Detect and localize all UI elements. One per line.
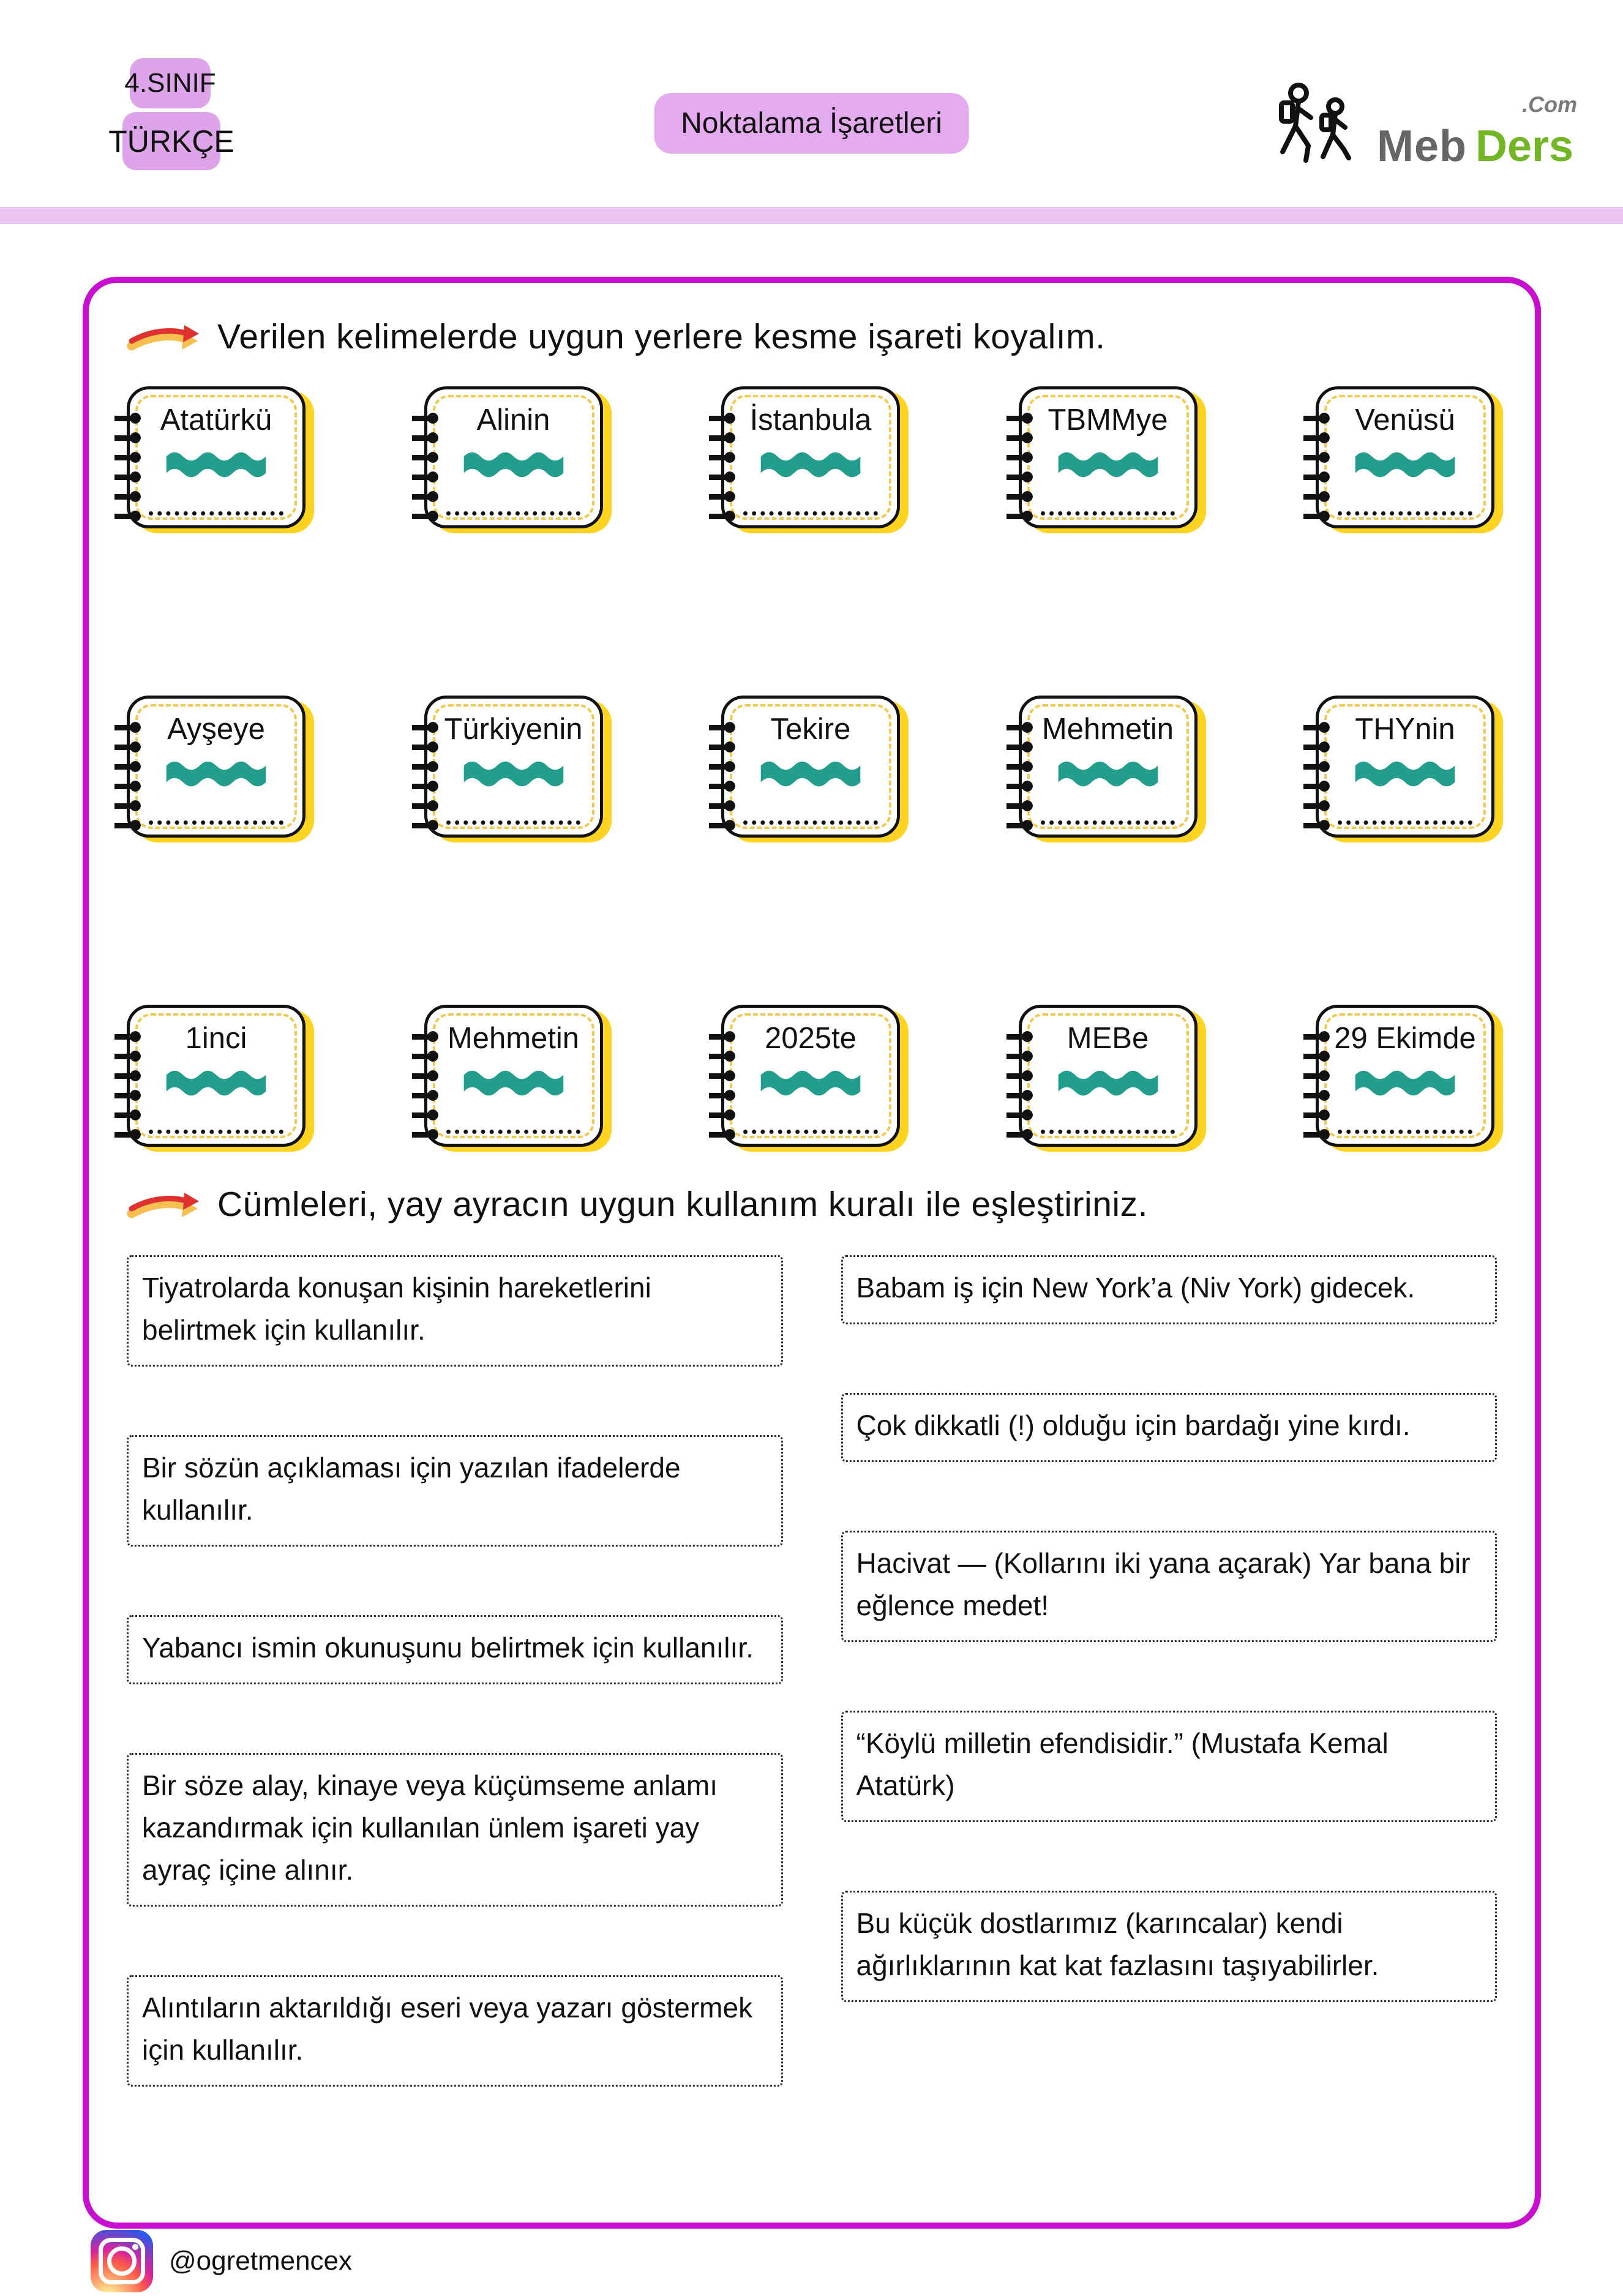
card-body	[424, 1005, 603, 1147]
word-card	[127, 696, 308, 839]
card-body	[721, 696, 900, 838]
sentences-column	[841, 1255, 1497, 2087]
teal-wave-scribble-icon	[759, 756, 862, 793]
card-dotted-line	[1338, 511, 1472, 516]
card-body	[1316, 386, 1494, 528]
logo-com: .Com	[1522, 92, 1578, 117]
card-dotted-line	[446, 511, 581, 516]
teal-wave-scribble-icon	[1354, 447, 1456, 484]
curved-arrow-icon	[127, 1184, 201, 1225]
card-body	[1019, 1005, 1198, 1147]
card-word: Mehmetin	[447, 1022, 580, 1055]
spiral-binding-icon	[709, 412, 736, 521]
card-dotted-line	[149, 820, 283, 825]
card-dotted-line	[149, 1130, 283, 1134]
card-body	[1019, 696, 1198, 838]
rules-column	[127, 1255, 783, 2087]
word-card	[1316, 1005, 1497, 1149]
spiral-binding-icon	[1303, 412, 1330, 521]
subject-badge: TÜRKÇE	[122, 112, 220, 170]
spiral-binding-icon	[412, 1030, 439, 1139]
word-card	[721, 696, 902, 839]
sentence-box: Babam iş için New York’a (Niv York) gidecek.	[841, 1255, 1497, 1324]
spiral-binding-icon	[709, 721, 736, 830]
card-word: MEBe	[1066, 1022, 1149, 1055]
section2-header	[127, 1184, 1497, 1225]
teal-wave-scribble-icon	[462, 1065, 565, 1102]
teal-wave-scribble-icon	[759, 1065, 862, 1102]
card-word: Atatürkü	[160, 403, 272, 437]
teal-wave-scribble-icon	[1354, 756, 1456, 793]
teal-wave-scribble-icon	[462, 756, 565, 793]
word-card	[424, 1005, 605, 1149]
instagram-handle: @ogretmencex	[169, 2246, 353, 2276]
teal-wave-scribble-icon	[1057, 756, 1160, 793]
sentence-box: Hacivat — (Kollarını iki yana açarak) Yar bana bir eğlence medet!	[841, 1531, 1497, 1642]
card-word: TBMMye	[1048, 403, 1168, 437]
word-card	[1316, 696, 1497, 839]
card-body	[1316, 1005, 1494, 1147]
card-dotted-line	[743, 820, 878, 825]
card-dotted-line	[1041, 511, 1175, 516]
card-dotted-line	[446, 1130, 581, 1134]
rule-box: Yabancı ismin okunuşunu belirtmek için kullanılır.	[127, 1615, 783, 1684]
teal-wave-scribble-icon	[165, 447, 268, 484]
sentence-box: “Köylü milletin efendisidir.” (Mustafa Kemal Atatürk)	[841, 1711, 1497, 1822]
word-card	[1019, 1005, 1200, 1149]
worksheet-frame	[83, 277, 1541, 2229]
card-word: 1inci	[185, 1022, 247, 1055]
card-body	[1316, 696, 1494, 838]
logo-meb: Meb	[1377, 122, 1467, 171]
card-body	[721, 386, 900, 528]
word-card	[127, 386, 308, 530]
section2-instruction: Cümleleri, yay ayracın uygun kullanım kuralı ile eşleştiriniz.	[217, 1185, 1148, 1224]
card-body	[1019, 386, 1198, 528]
teal-wave-scribble-icon	[165, 756, 268, 793]
grade-badge: 4.SINIF	[130, 58, 211, 108]
mebders-logo	[1270, 80, 1578, 171]
spiral-binding-icon	[114, 412, 141, 521]
teal-wave-scribble-icon	[462, 447, 565, 484]
teal-wave-scribble-icon	[759, 447, 862, 484]
spiral-binding-icon	[114, 1030, 141, 1139]
spiral-binding-icon	[709, 1030, 736, 1139]
word-card	[721, 386, 902, 530]
card-dotted-line	[1041, 820, 1175, 825]
word-card	[1316, 386, 1497, 530]
card-body	[424, 386, 603, 528]
card-word: 2025te	[765, 1022, 856, 1055]
spiral-binding-icon	[412, 721, 439, 830]
spiral-binding-icon	[1006, 1030, 1033, 1139]
footer	[91, 2230, 352, 2292]
card-word: 29 Ekimde	[1334, 1022, 1476, 1055]
card-dotted-line	[743, 511, 878, 516]
spiral-binding-icon	[114, 721, 141, 830]
section1-instruction: Verilen kelimelerde uygun yerlere kesme işareti koyalım.	[217, 317, 1106, 356]
sentence-box: Çok dikkatli (!) olduğu için bardağı yine kırdı.	[841, 1393, 1497, 1462]
logo-ders: Ders	[1475, 122, 1574, 171]
card-word: Ayşeye	[167, 713, 265, 746]
teal-wave-scribble-icon	[1354, 1065, 1456, 1102]
card-word: Mehmetin	[1041, 713, 1174, 746]
matching-grid	[127, 1255, 1497, 2087]
spiral-binding-icon	[1006, 721, 1033, 830]
curved-arrow-icon	[127, 317, 201, 357]
word-card	[127, 1005, 308, 1149]
card-word: Tekire	[770, 713, 851, 746]
word-card	[1019, 696, 1200, 839]
rule-box: Tiyatrolarda konuşan kişinin hareketlerini belirtmek için kullanılır.	[127, 1255, 783, 1367]
card-word: Alinin	[476, 403, 550, 437]
card-word: THYnin	[1355, 713, 1455, 746]
teal-wave-scribble-icon	[165, 1065, 268, 1102]
header-divider-bar	[0, 207, 1623, 224]
word-card	[1019, 386, 1200, 530]
card-body	[424, 696, 603, 838]
card-dotted-line	[743, 1130, 878, 1134]
logo-text	[1377, 92, 1578, 171]
teal-wave-scribble-icon	[1057, 447, 1160, 484]
page-title: Noktalama İşaretleri	[654, 93, 969, 154]
card-body	[127, 386, 305, 528]
spiral-binding-icon	[412, 412, 439, 521]
word-card	[721, 1005, 902, 1149]
card-word: Türkiyenin	[444, 713, 583, 746]
word-card	[424, 386, 605, 530]
card-body	[127, 1005, 305, 1147]
card-dotted-line	[1041, 1130, 1175, 1134]
rule-box: Bir sözün açıklaması için yazılan ifadelerde kullanılır.	[127, 1435, 783, 1547]
section1-header	[127, 317, 1497, 357]
card-body	[127, 696, 305, 838]
card-word: Venüsü	[1355, 403, 1455, 437]
sentence-box: Bu küçük dostlarımız (karıncalar) kendi ağırlıklarının kat kat fazlasını taşıyabilirler.	[841, 1891, 1497, 2002]
card-dotted-line	[446, 820, 581, 825]
word-card	[424, 696, 605, 839]
rule-box: Bir söze alay, kinaye veya küçümseme anlamı kazandırmak için kullanılan ünlem işareti yay ayraç içine alınır.	[127, 1753, 783, 1907]
card-dotted-line	[149, 511, 283, 516]
instagram-icon	[91, 2230, 153, 2292]
card-word: İstanbula	[749, 403, 872, 437]
card-dotted-line	[1338, 1130, 1472, 1134]
teal-wave-scribble-icon	[1057, 1065, 1160, 1102]
word-card-grid	[127, 386, 1497, 1149]
spiral-binding-icon	[1303, 721, 1330, 830]
spiral-binding-icon	[1006, 412, 1033, 521]
spiral-binding-icon	[1303, 1030, 1330, 1139]
walking-students-icon	[1270, 80, 1368, 171]
rule-box: Alıntıların aktarıldığı eseri veya yazarı göstermek için kullanılır.	[127, 1975, 783, 2087]
card-dotted-line	[1338, 820, 1472, 825]
card-body	[721, 1005, 900, 1147]
